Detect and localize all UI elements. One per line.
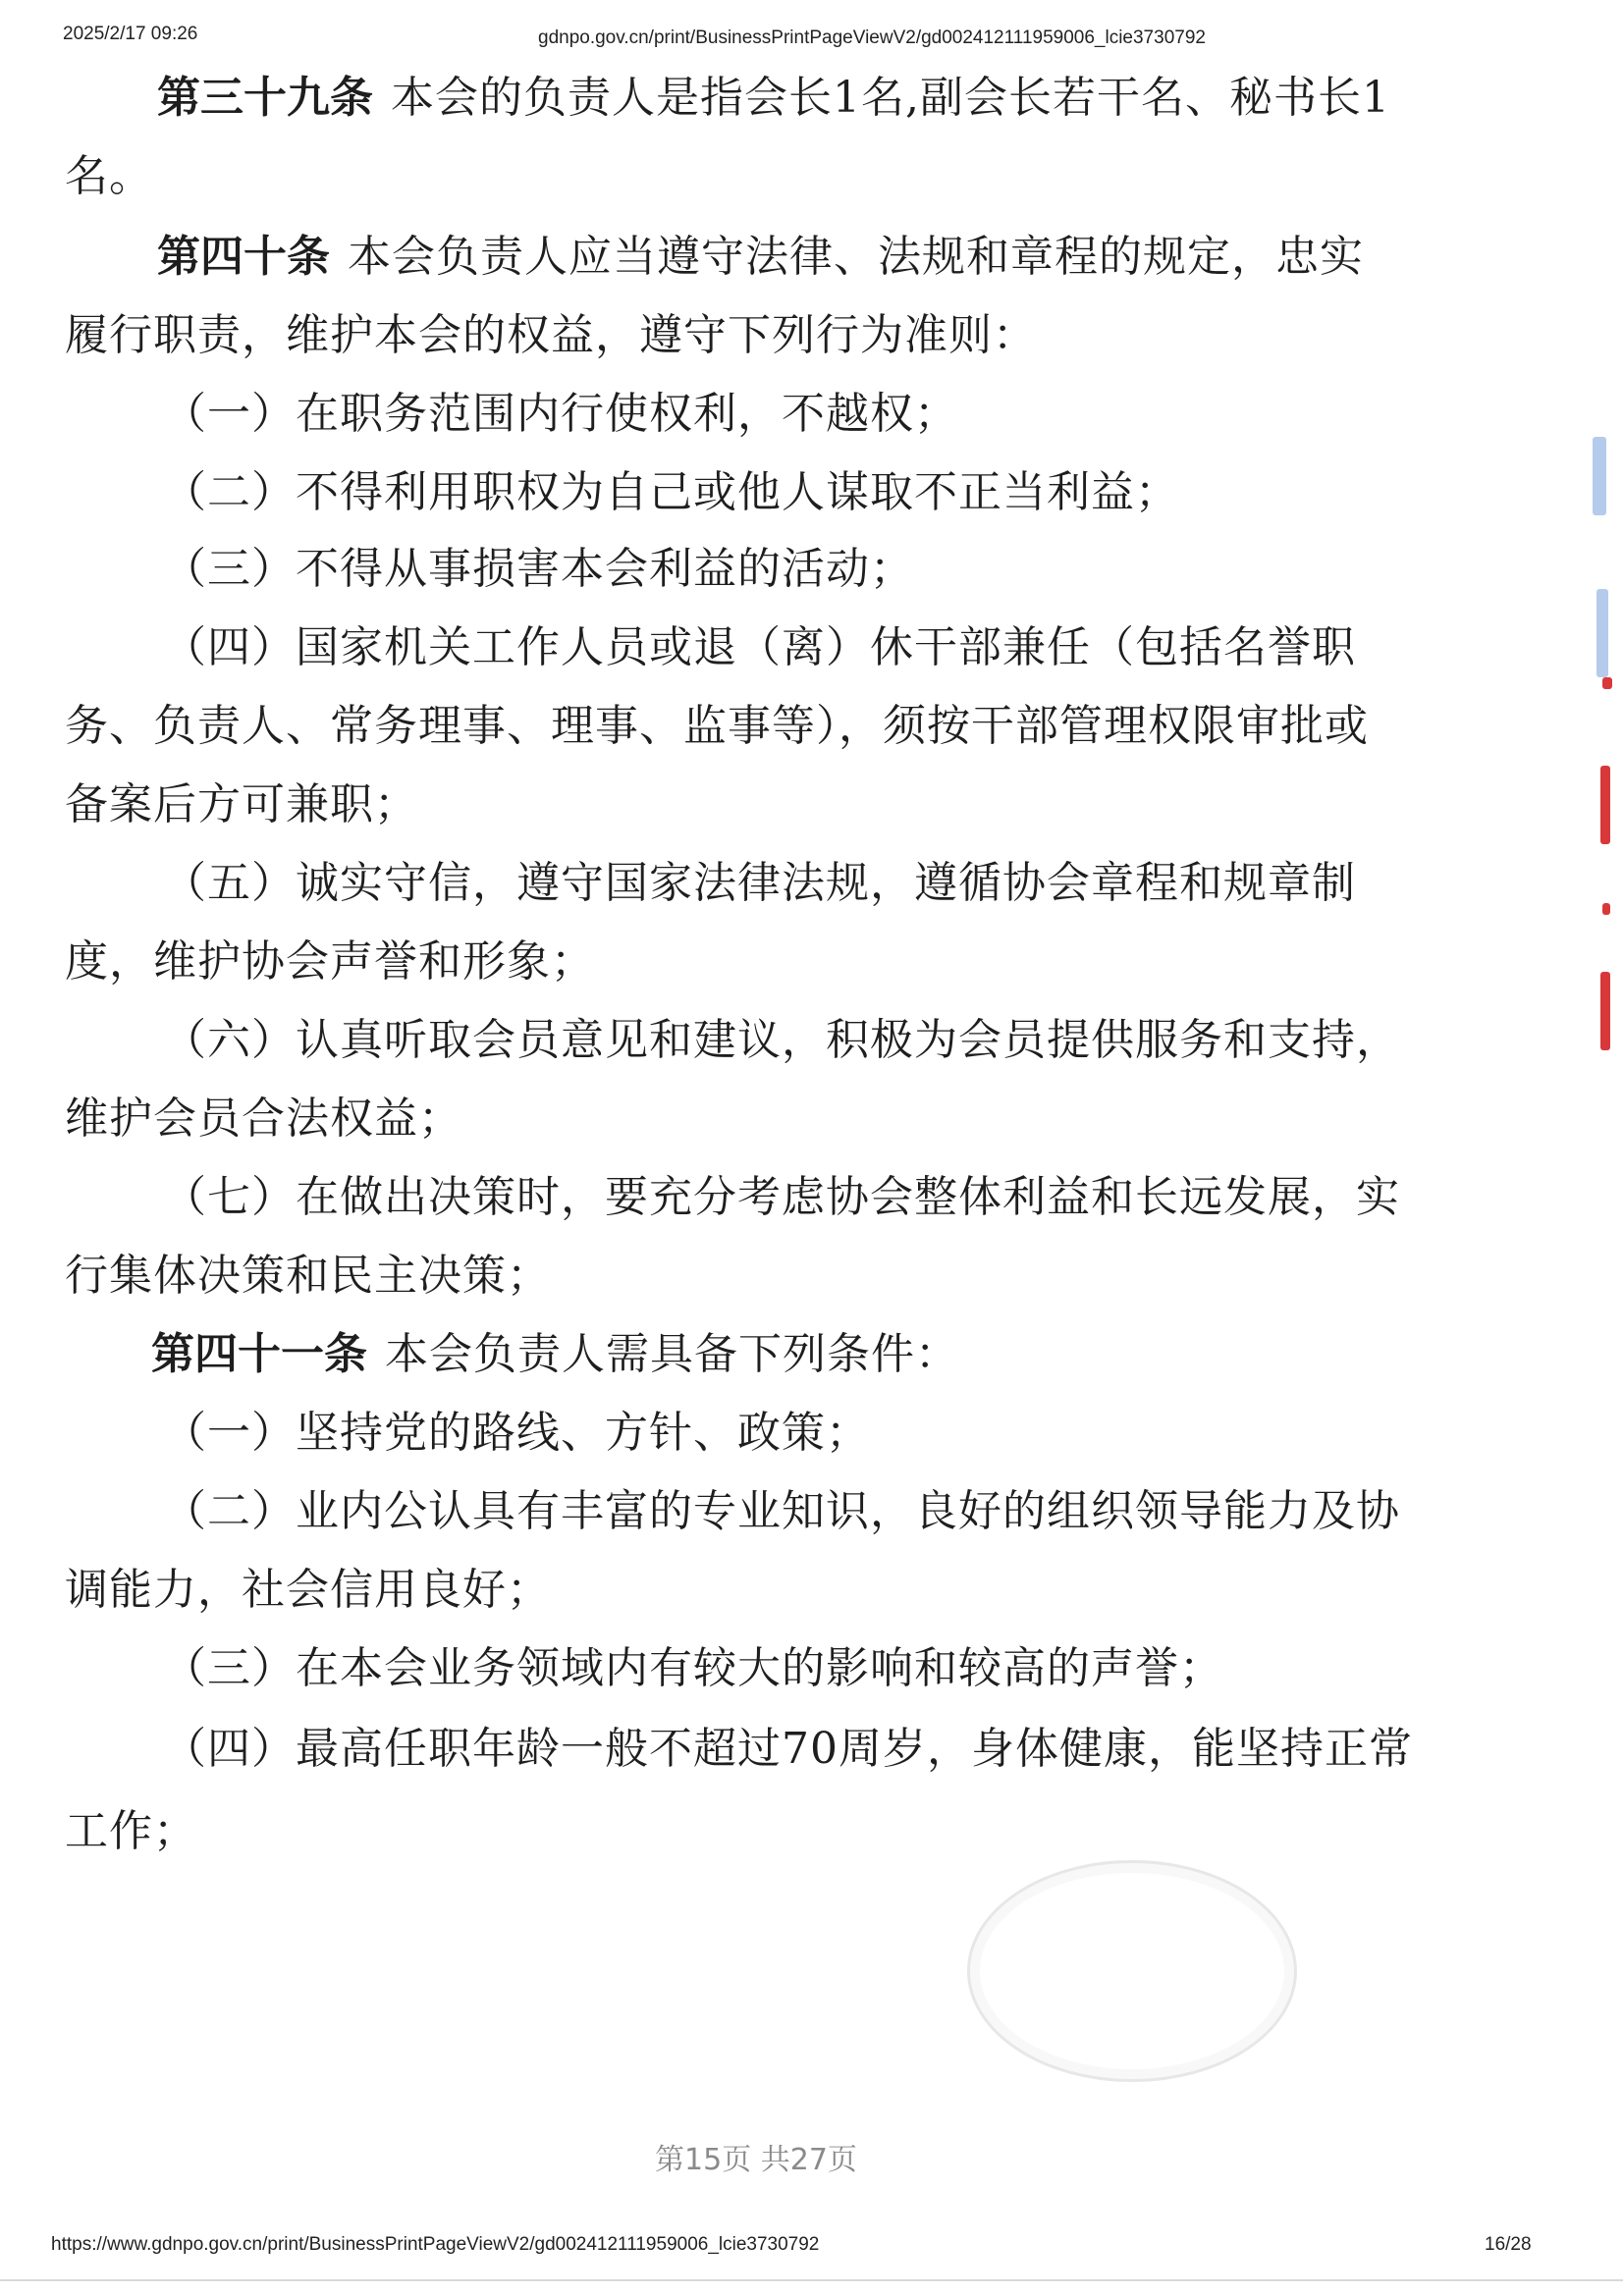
- scan-edge-mark: [1600, 766, 1610, 844]
- article-41-item-3: （三）在本会业务领域内有较大的影响和较高的声誉；: [163, 1643, 1223, 1693]
- article-40-text: 本会负责人应当遵守法律、法规和章程的规定，忠实: [348, 232, 1364, 282]
- article-39-line: [157, 73, 1390, 123]
- faded-seal-stamp: [967, 1860, 1297, 2082]
- article-41-line: [151, 1329, 959, 1379]
- article-40-item-1: （一）在职务范围内行使权利，不越权；: [163, 389, 958, 439]
- article-41-item-2: （二）业内公认具有丰富的专业知识，良好的组织领导能力及协: [163, 1486, 1400, 1536]
- article-40-item-5-cont: 度，维护协会声誉和形象；: [65, 936, 595, 987]
- article-40-item-3: （三）不得从事损害本会利益的活动；: [163, 544, 914, 594]
- article-40-line: [157, 232, 1364, 282]
- scan-edge-mark: [1593, 437, 1606, 515]
- page-bottom-edge: [0, 2279, 1623, 2281]
- article-40-item-7: （七）在做出决策时，要充分考虑协会整体利益和长远发展，实: [163, 1172, 1400, 1222]
- article-39-label: 第三十九条: [157, 73, 373, 123]
- article-41-item-2-cont: 调能力，社会信用良好；: [65, 1565, 551, 1615]
- print-header-url: gdnpo.gov.cn/print/BusinessPrintPageViewV2/gd002412111959006_lcie3730792: [538, 27, 1206, 48]
- print-footer-page: 16/28: [1485, 2234, 1532, 2255]
- article-40-item-7-cont: 行集体决策和民主决策；: [65, 1251, 551, 1301]
- article-41-item-4-cont: 工作；: [65, 1806, 197, 1856]
- article-40-item-6-cont: 维护会员合法权益；: [65, 1094, 462, 1144]
- article-40-item-5: （五）诚实守信，遵守国家法律法规，遵循协会章程和规章制: [163, 858, 1356, 908]
- print-datetime: 2025/2/17 09:26: [63, 24, 198, 44]
- article-39-continuation: 名。: [65, 151, 153, 201]
- article-39-text: 本会的负责人是指会长1名,副会长若干名、秘书长1: [391, 73, 1390, 123]
- article-40-item-4: （四）国家机关工作人员或退（离）休干部兼任（包括名誉职: [163, 622, 1356, 672]
- scan-edge-mark: [1600, 972, 1610, 1050]
- article-41-text: 本会负责人需具备下列条件：: [385, 1329, 959, 1379]
- article-40-label: 第四十条: [157, 232, 330, 282]
- scan-edge-mark: [1602, 677, 1612, 689]
- article-40-item-2: （二）不得利用职权为自己或他人谋取不正当利益；: [163, 467, 1179, 517]
- article-40-item-4-cont-2: 备案后方可兼职；: [65, 779, 418, 829]
- scan-edge-mark: [1596, 589, 1608, 677]
- article-40-item-4-cont-1: 务、负责人、常务理事、理事、监事等），须按干部管理权限审批或: [65, 701, 1369, 751]
- article-40-continuation: 履行职责，维护本会的权益，遵守下列行为准则：: [65, 310, 1037, 360]
- article-40-item-6: （六）认真听取会员意见和建议，积极为会员提供服务和支持，: [163, 1015, 1400, 1065]
- document-page-number: 第15页 共27页: [655, 2143, 857, 2177]
- scan-edge-mark: [1602, 903, 1610, 915]
- article-41-label: 第四十一条: [151, 1329, 367, 1379]
- article-41-item-4: （四）最高任职年龄一般不超过70周岁，身体健康，能坚持正常: [163, 1724, 1413, 1774]
- print-footer-url: https://www.gdnpo.gov.cn/print/BusinessPrintPageViewV2/gd002412111959006_lcie3730792: [51, 2234, 820, 2255]
- article-41-item-1: （一）坚持党的路线、方针、政策；: [163, 1408, 870, 1458]
